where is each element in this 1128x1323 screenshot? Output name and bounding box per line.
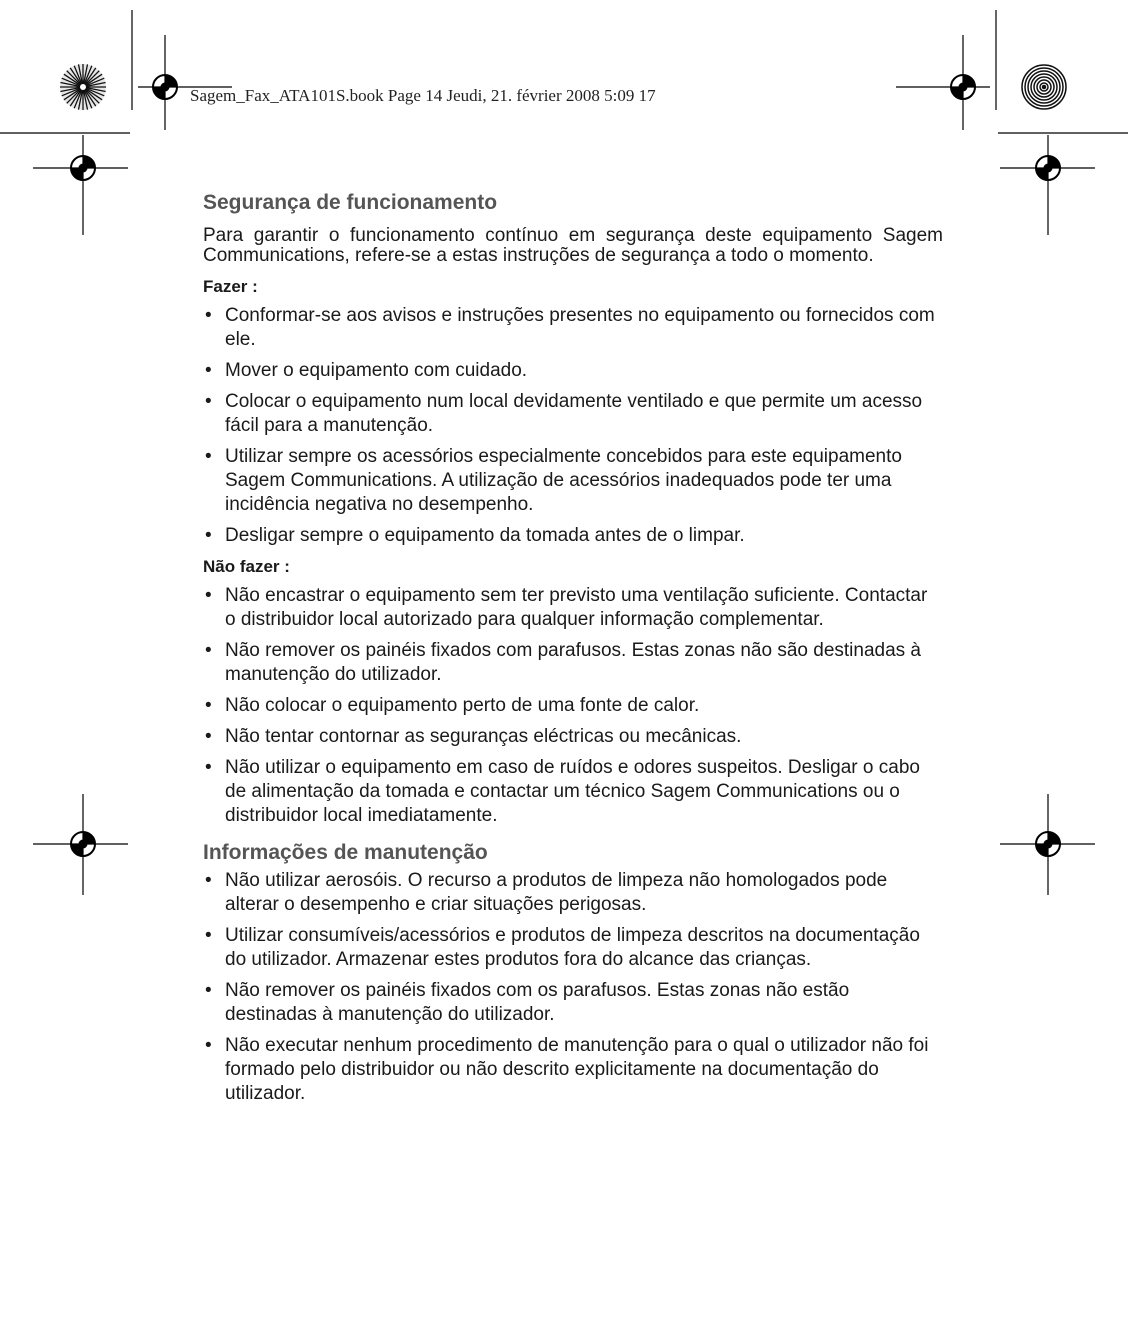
list-item: • Desligar sempre o equipamento da tomada antes de o limpar. — [205, 525, 745, 546]
bullet-icon: • — [205, 757, 212, 778]
list-item: • Não tentar contornar as seguranças eléctricas ou mecânicas. — [205, 726, 742, 747]
bullet-icon: • — [205, 980, 212, 1001]
list-item: • Não executar nenhum procedimento de manutenção para o qual o utilizador não foi formado pelo distribuidor ou não descrito explicitamente na documentação do utilizador. — [205, 1035, 929, 1104]
do-list — [203, 304, 943, 548]
section-intro: Para garantir o funcionamento contínuo em segurança deste equipamento Sagem Communications, refere-se a estas instruções de segurança a todo o momento. — [203, 225, 943, 266]
bullet-icon: • — [205, 360, 212, 381]
list-item: • Utilizar consumíveis/acessórios e produtos de limpeza descritos na documentação do utilizador. Armazenar estes produtos fora do alcance das crianças. — [205, 925, 920, 970]
dont-list — [203, 584, 943, 828]
list-item: • Não colocar o equipamento perto de uma fonte de calor. — [205, 695, 700, 716]
bullet-icon: • — [205, 305, 212, 326]
bullet-icon: • — [205, 925, 212, 946]
bullet-icon: • — [205, 446, 212, 467]
list-item: • Conformar-se aos avisos e instruções presentes no equipamento ou fornecidos com ele. — [205, 305, 935, 350]
bullet-icon: • — [205, 585, 212, 606]
page-content — [203, 190, 943, 1114]
list-item: • Não utilizar o equipamento em caso de ruídos e odores suspeitos. Desligar o cabo de alimentação da tomada e contactar um técnico Sagem Communications ou o distribuidor local imediatamente. — [205, 757, 920, 826]
dont-label: Não fazer : — [203, 557, 290, 576]
list-item: • Não remover os painéis fixados com parafusos. Estas zonas não são destinadas à manutenção do utilizador. — [205, 640, 921, 685]
list-item: • Colocar o equipamento num local devidamente ventilado e que permite um acesso fácil para a manutenção. — [205, 391, 923, 436]
bullet-icon: • — [205, 1035, 212, 1056]
list-item: • Utilizar sempre os acessórios especialmente concebidos para este equipamento Sagem Communications. A utilização de acessórios inadequados pode ter uma incidência negativa no desempenho. — [205, 446, 902, 515]
bullet-icon: • — [205, 391, 212, 412]
list-item: • Não encastrar o equipamento sem ter previsto uma ventilação suficiente. Contactar o distribuidor local autorizado para qualquer informação complementar. — [205, 585, 928, 630]
section-title-safety: Segurança de funcionamento — [203, 191, 498, 214]
list-item: • Não utilizar aerosóis. O recurso a produtos de limpeza não homologados pode alterar o desempenho e criar situações perigosas. — [205, 870, 888, 915]
bullet-icon: • — [205, 870, 212, 891]
bullet-icon: • — [205, 640, 212, 661]
bullet-icon: • — [205, 726, 212, 747]
list-item: • Mover o equipamento com cuidado. — [205, 360, 528, 381]
section-title-maintenance: Informações de manutenção — [203, 841, 488, 864]
bullet-icon: • — [205, 695, 212, 716]
maintenance-list — [203, 869, 943, 1106]
print-header: Sagem_Fax_ATA101S.book Page 14 Jeudi, 21. février 2008 5:09 17 — [190, 86, 656, 105]
list-item: • Não remover os painéis fixados com os parafusos. Estas zonas não estão destinadas à manutenção do utilizador. — [205, 980, 850, 1025]
do-label: Fazer : — [203, 277, 258, 296]
bullet-icon: • — [205, 525, 212, 546]
